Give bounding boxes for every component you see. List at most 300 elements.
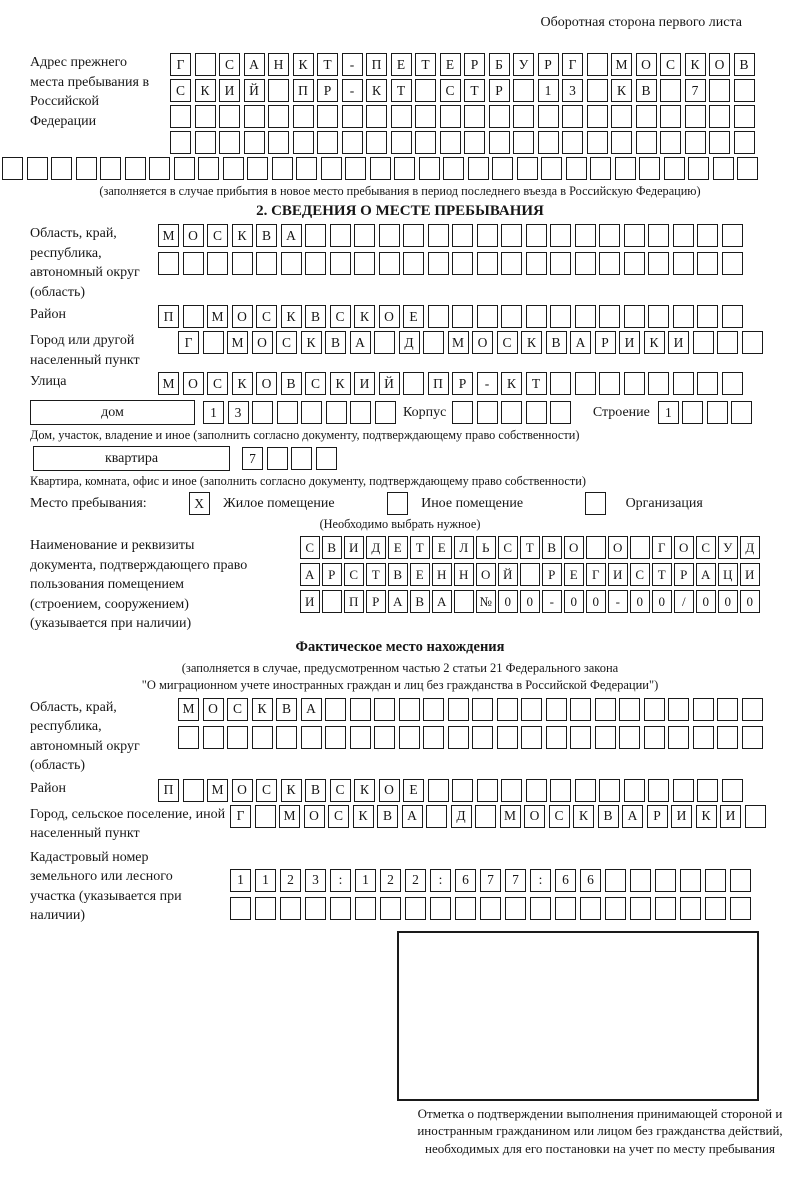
char-box[interactable]: Р bbox=[595, 331, 616, 354]
char-box[interactable]: С bbox=[330, 779, 351, 802]
char-box[interactable] bbox=[350, 401, 371, 424]
char-box[interactable]: П bbox=[293, 79, 314, 102]
char-box[interactable] bbox=[611, 131, 632, 154]
char-box[interactable]: Т bbox=[526, 372, 547, 395]
char-box[interactable]: П bbox=[158, 305, 179, 328]
char-box[interactable] bbox=[682, 401, 703, 424]
char-box[interactable] bbox=[293, 131, 314, 154]
char-box[interactable] bbox=[379, 224, 400, 247]
char-box[interactable] bbox=[513, 79, 534, 102]
char-box[interactable] bbox=[342, 105, 363, 128]
char-box[interactable] bbox=[697, 305, 718, 328]
char-box[interactable] bbox=[648, 224, 669, 247]
char-box[interactable] bbox=[530, 897, 551, 920]
char-box[interactable] bbox=[680, 869, 701, 892]
char-box[interactable] bbox=[268, 79, 289, 102]
char-box[interactable] bbox=[380, 897, 401, 920]
char-box[interactable] bbox=[538, 131, 559, 154]
char-box[interactable] bbox=[722, 305, 743, 328]
char-box[interactable] bbox=[550, 401, 571, 424]
char-box[interactable]: О bbox=[524, 805, 545, 828]
char-box[interactable] bbox=[455, 897, 476, 920]
char-box[interactable] bbox=[521, 726, 542, 749]
char-box[interactable] bbox=[717, 726, 738, 749]
char-box[interactable]: О bbox=[379, 305, 400, 328]
char-box[interactable] bbox=[293, 105, 314, 128]
char-box[interactable]: : bbox=[430, 869, 451, 892]
char-box[interactable]: О bbox=[232, 779, 253, 802]
char-box[interactable] bbox=[685, 105, 706, 128]
document-row-3[interactable] bbox=[300, 590, 762, 613]
char-box[interactable]: 2 bbox=[380, 869, 401, 892]
char-box[interactable] bbox=[590, 157, 611, 180]
char-box[interactable]: Ц bbox=[718, 563, 738, 586]
prev-address-row-4[interactable] bbox=[170, 131, 758, 154]
char-box[interactable]: К bbox=[644, 331, 665, 354]
char-box[interactable] bbox=[619, 726, 640, 749]
char-box[interactable]: Г bbox=[562, 53, 583, 76]
char-box[interactable] bbox=[550, 224, 571, 247]
char-box[interactable]: С bbox=[330, 305, 351, 328]
char-box[interactable] bbox=[734, 131, 755, 154]
char-box[interactable]: В bbox=[542, 536, 562, 559]
char-box[interactable] bbox=[648, 779, 669, 802]
char-box[interactable]: А bbox=[622, 805, 643, 828]
char-box[interactable] bbox=[501, 305, 522, 328]
char-box[interactable]: С bbox=[219, 53, 240, 76]
char-box[interactable] bbox=[223, 157, 244, 180]
char-box[interactable]: 7 bbox=[480, 869, 501, 892]
char-box[interactable]: Н bbox=[268, 53, 289, 76]
char-box[interactable] bbox=[325, 726, 346, 749]
char-box[interactable]: А bbox=[301, 698, 322, 721]
char-box[interactable] bbox=[639, 157, 660, 180]
char-box[interactable]: Р bbox=[542, 563, 562, 586]
char-box[interactable]: № bbox=[476, 590, 496, 613]
char-box[interactable] bbox=[697, 252, 718, 275]
char-box[interactable]: Т bbox=[391, 79, 412, 102]
char-box[interactable]: К bbox=[611, 79, 632, 102]
char-box[interactable] bbox=[399, 698, 420, 721]
char-box[interactable]: К bbox=[521, 331, 542, 354]
char-box[interactable]: Й bbox=[498, 563, 518, 586]
char-box[interactable]: С bbox=[227, 698, 248, 721]
char-box[interactable]: Р bbox=[647, 805, 668, 828]
char-box[interactable] bbox=[276, 726, 297, 749]
char-box[interactable] bbox=[423, 331, 444, 354]
char-box[interactable]: В bbox=[598, 805, 619, 828]
char-box[interactable]: К bbox=[354, 305, 375, 328]
char-box[interactable] bbox=[619, 698, 640, 721]
char-box[interactable] bbox=[636, 105, 657, 128]
char-box[interactable]: / bbox=[674, 590, 694, 613]
char-box[interactable]: Р bbox=[366, 590, 386, 613]
char-box[interactable]: П bbox=[366, 53, 387, 76]
char-box[interactable]: К bbox=[195, 79, 216, 102]
char-box[interactable] bbox=[440, 105, 461, 128]
char-box[interactable] bbox=[428, 252, 449, 275]
char-box[interactable]: О bbox=[304, 805, 325, 828]
char-box[interactable]: Е bbox=[391, 53, 412, 76]
char-box[interactable]: Т bbox=[520, 536, 540, 559]
char-box[interactable]: О bbox=[203, 698, 224, 721]
char-box[interactable] bbox=[472, 698, 493, 721]
char-box[interactable]: Р bbox=[464, 53, 485, 76]
char-box[interactable] bbox=[636, 131, 657, 154]
char-box[interactable]: К bbox=[232, 224, 253, 247]
char-box[interactable]: Р bbox=[322, 563, 342, 586]
char-box[interactable]: Т bbox=[317, 53, 338, 76]
char-box[interactable]: Г bbox=[230, 805, 251, 828]
char-box[interactable]: А bbox=[388, 590, 408, 613]
char-box[interactable] bbox=[501, 224, 522, 247]
char-box[interactable]: В bbox=[377, 805, 398, 828]
char-box[interactable]: Й bbox=[244, 79, 265, 102]
char-box[interactable]: 7 bbox=[505, 869, 526, 892]
char-box[interactable] bbox=[232, 252, 253, 275]
char-box[interactable]: В bbox=[322, 536, 342, 559]
char-box[interactable] bbox=[673, 305, 694, 328]
char-box[interactable]: - bbox=[342, 79, 363, 102]
char-box[interactable] bbox=[722, 372, 743, 395]
char-box[interactable] bbox=[2, 157, 23, 180]
char-box[interactable] bbox=[575, 372, 596, 395]
stroenie-boxes[interactable] bbox=[658, 401, 756, 424]
char-box[interactable] bbox=[624, 252, 645, 275]
char-box[interactable] bbox=[526, 779, 547, 802]
char-box[interactable]: 0 bbox=[564, 590, 584, 613]
char-box[interactable] bbox=[630, 869, 651, 892]
char-box[interactable]: Л bbox=[454, 536, 474, 559]
char-box[interactable] bbox=[423, 726, 444, 749]
char-box[interactable] bbox=[454, 590, 474, 613]
char-box[interactable]: В bbox=[636, 79, 657, 102]
char-box[interactable]: : bbox=[330, 869, 351, 892]
char-box[interactable]: А bbox=[300, 563, 320, 586]
char-box[interactable]: Т bbox=[464, 79, 485, 102]
char-box[interactable]: 0 bbox=[740, 590, 760, 613]
char-box[interactable] bbox=[374, 331, 395, 354]
actual-region-row-1[interactable] bbox=[178, 698, 766, 721]
char-box[interactable]: В bbox=[256, 224, 277, 247]
char-box[interactable] bbox=[345, 157, 366, 180]
char-box[interactable] bbox=[605, 869, 626, 892]
char-box[interactable]: О bbox=[476, 563, 496, 586]
char-box[interactable] bbox=[330, 252, 351, 275]
char-box[interactable] bbox=[605, 897, 626, 920]
char-box[interactable] bbox=[586, 536, 606, 559]
char-box[interactable] bbox=[624, 372, 645, 395]
char-box[interactable]: К bbox=[281, 779, 302, 802]
char-box[interactable] bbox=[326, 401, 347, 424]
char-box[interactable] bbox=[520, 563, 540, 586]
char-box[interactable] bbox=[562, 105, 583, 128]
char-box[interactable] bbox=[717, 331, 738, 354]
char-box[interactable]: Д bbox=[399, 331, 420, 354]
char-box[interactable] bbox=[330, 224, 351, 247]
char-box[interactable] bbox=[452, 401, 473, 424]
char-box[interactable]: 0 bbox=[630, 590, 650, 613]
char-box[interactable] bbox=[195, 131, 216, 154]
char-box[interactable] bbox=[737, 157, 758, 180]
char-box[interactable] bbox=[599, 305, 620, 328]
char-box[interactable] bbox=[317, 105, 338, 128]
char-box[interactable]: Д bbox=[740, 536, 760, 559]
char-box[interactable] bbox=[268, 131, 289, 154]
char-box[interactable] bbox=[464, 105, 485, 128]
char-box[interactable]: А bbox=[350, 331, 371, 354]
char-box[interactable] bbox=[730, 897, 751, 920]
char-box[interactable] bbox=[599, 779, 620, 802]
char-box[interactable]: О bbox=[674, 536, 694, 559]
char-box[interactable] bbox=[521, 698, 542, 721]
char-box[interactable]: Е bbox=[403, 305, 424, 328]
char-box[interactable] bbox=[685, 131, 706, 154]
char-box[interactable]: И bbox=[354, 372, 375, 395]
char-box[interactable] bbox=[355, 897, 376, 920]
char-box[interactable]: Е bbox=[440, 53, 461, 76]
char-box[interactable] bbox=[394, 157, 415, 180]
document-row-2[interactable] bbox=[300, 563, 762, 586]
char-box[interactable]: У bbox=[718, 536, 738, 559]
char-box[interactable] bbox=[624, 224, 645, 247]
char-box[interactable]: С bbox=[256, 779, 277, 802]
char-box[interactable] bbox=[644, 698, 665, 721]
char-box[interactable]: Е bbox=[388, 536, 408, 559]
char-box[interactable]: С bbox=[549, 805, 570, 828]
char-box[interactable] bbox=[673, 372, 694, 395]
char-box[interactable] bbox=[430, 897, 451, 920]
char-box[interactable]: Д bbox=[451, 805, 472, 828]
char-box[interactable] bbox=[149, 157, 170, 180]
char-box[interactable]: А bbox=[432, 590, 452, 613]
char-box[interactable] bbox=[403, 372, 424, 395]
char-box[interactable] bbox=[452, 252, 473, 275]
char-box[interactable]: Е bbox=[432, 536, 452, 559]
house-number-boxes[interactable] bbox=[203, 401, 399, 424]
checkbox-organization[interactable] bbox=[585, 492, 610, 515]
char-box[interactable] bbox=[247, 157, 268, 180]
char-box[interactable]: 7 bbox=[685, 79, 706, 102]
char-box[interactable] bbox=[230, 897, 251, 920]
char-box[interactable] bbox=[428, 224, 449, 247]
char-box[interactable]: 6 bbox=[555, 869, 576, 892]
char-box[interactable] bbox=[501, 401, 522, 424]
char-box[interactable]: П bbox=[428, 372, 449, 395]
char-box[interactable] bbox=[125, 157, 146, 180]
char-box[interactable] bbox=[585, 492, 606, 515]
char-box[interactable] bbox=[480, 897, 501, 920]
char-box[interactable] bbox=[538, 105, 559, 128]
city-row[interactable] bbox=[178, 331, 766, 354]
char-box[interactable]: С bbox=[256, 305, 277, 328]
char-box[interactable]: : bbox=[530, 869, 551, 892]
char-box[interactable] bbox=[575, 224, 596, 247]
char-box[interactable] bbox=[722, 252, 743, 275]
char-box[interactable] bbox=[387, 492, 408, 515]
char-box[interactable] bbox=[195, 105, 216, 128]
char-box[interactable] bbox=[745, 805, 766, 828]
char-box[interactable] bbox=[587, 131, 608, 154]
prev-address-row-2[interactable] bbox=[170, 79, 758, 102]
char-box[interactable]: И bbox=[671, 805, 692, 828]
char-box[interactable] bbox=[322, 590, 342, 613]
char-box[interactable] bbox=[580, 897, 601, 920]
char-box[interactable] bbox=[255, 897, 276, 920]
char-box[interactable] bbox=[475, 805, 496, 828]
char-box[interactable] bbox=[464, 131, 485, 154]
char-box[interactable] bbox=[477, 779, 498, 802]
char-box[interactable] bbox=[374, 698, 395, 721]
char-box[interactable]: 1 bbox=[230, 869, 251, 892]
char-box[interactable] bbox=[615, 157, 636, 180]
char-box[interactable]: О bbox=[608, 536, 628, 559]
char-box[interactable]: 6 bbox=[580, 869, 601, 892]
char-box[interactable]: М bbox=[611, 53, 632, 76]
char-box[interactable] bbox=[305, 897, 326, 920]
house-type-box[interactable]: дом bbox=[30, 400, 195, 425]
char-box[interactable] bbox=[550, 252, 571, 275]
char-box[interactable]: 1 bbox=[658, 401, 679, 424]
char-box[interactable] bbox=[317, 131, 338, 154]
prev-address-overflow-row[interactable] bbox=[2, 157, 770, 180]
prev-address-row-1[interactable] bbox=[170, 53, 758, 76]
char-box[interactable] bbox=[668, 726, 689, 749]
char-box[interactable]: Т bbox=[415, 53, 436, 76]
char-box[interactable] bbox=[660, 105, 681, 128]
char-box[interactable]: О bbox=[256, 372, 277, 395]
char-box[interactable] bbox=[354, 252, 375, 275]
char-box[interactable] bbox=[648, 372, 669, 395]
char-box[interactable]: - bbox=[477, 372, 498, 395]
char-box[interactable]: А bbox=[570, 331, 591, 354]
char-box[interactable] bbox=[477, 224, 498, 247]
char-box[interactable]: О bbox=[183, 224, 204, 247]
char-box[interactable]: 2 bbox=[405, 869, 426, 892]
char-box[interactable] bbox=[730, 869, 751, 892]
char-box[interactable] bbox=[252, 401, 273, 424]
char-box[interactable]: А bbox=[696, 563, 716, 586]
char-box[interactable]: Р bbox=[452, 372, 473, 395]
char-box[interactable]: Р bbox=[538, 53, 559, 76]
char-box[interactable] bbox=[448, 698, 469, 721]
char-box[interactable] bbox=[100, 157, 121, 180]
char-box[interactable] bbox=[742, 331, 763, 354]
char-box[interactable] bbox=[405, 897, 426, 920]
char-box[interactable]: И bbox=[668, 331, 689, 354]
char-box[interactable] bbox=[630, 536, 650, 559]
char-box[interactable] bbox=[423, 698, 444, 721]
char-box[interactable]: 3 bbox=[228, 401, 249, 424]
char-box[interactable]: Ь bbox=[476, 536, 496, 559]
char-box[interactable] bbox=[541, 157, 562, 180]
char-box[interactable] bbox=[655, 869, 676, 892]
char-box[interactable] bbox=[391, 131, 412, 154]
char-box[interactable]: 0 bbox=[652, 590, 672, 613]
checkbox-residential[interactable] bbox=[189, 492, 214, 515]
char-box[interactable]: С bbox=[300, 536, 320, 559]
char-box[interactable]: Н bbox=[432, 563, 452, 586]
char-box[interactable] bbox=[374, 726, 395, 749]
char-box[interactable] bbox=[379, 252, 400, 275]
char-box[interactable]: О bbox=[564, 536, 584, 559]
char-box[interactable] bbox=[624, 305, 645, 328]
char-box[interactable]: X bbox=[189, 492, 210, 515]
char-box[interactable] bbox=[717, 698, 738, 721]
char-box[interactable] bbox=[673, 224, 694, 247]
char-box[interactable] bbox=[697, 779, 718, 802]
char-box[interactable]: И bbox=[344, 536, 364, 559]
char-box[interactable] bbox=[497, 726, 518, 749]
char-box[interactable] bbox=[722, 779, 743, 802]
char-box[interactable] bbox=[526, 305, 547, 328]
char-box[interactable] bbox=[566, 157, 587, 180]
char-box[interactable]: С bbox=[305, 372, 326, 395]
char-box[interactable] bbox=[693, 726, 714, 749]
char-box[interactable] bbox=[27, 157, 48, 180]
prev-address-row-3[interactable] bbox=[170, 105, 758, 128]
char-box[interactable]: Т bbox=[366, 563, 386, 586]
char-box[interactable] bbox=[644, 726, 665, 749]
char-box[interactable] bbox=[705, 869, 726, 892]
char-box[interactable] bbox=[76, 157, 97, 180]
char-box[interactable] bbox=[391, 105, 412, 128]
char-box[interactable] bbox=[513, 105, 534, 128]
char-box[interactable] bbox=[501, 779, 522, 802]
char-box[interactable] bbox=[688, 157, 709, 180]
cadastral-row-1[interactable] bbox=[230, 869, 755, 892]
char-box[interactable]: К bbox=[696, 805, 717, 828]
char-box[interactable]: И bbox=[219, 79, 240, 102]
char-box[interactable]: В bbox=[305, 305, 326, 328]
char-box[interactable] bbox=[742, 698, 763, 721]
char-box[interactable]: И bbox=[740, 563, 760, 586]
char-box[interactable] bbox=[51, 157, 72, 180]
char-box[interactable] bbox=[673, 779, 694, 802]
char-box[interactable]: С bbox=[170, 79, 191, 102]
char-box[interactable] bbox=[595, 698, 616, 721]
korpus-boxes[interactable] bbox=[452, 401, 575, 424]
char-box[interactable] bbox=[305, 252, 326, 275]
char-box[interactable]: П bbox=[344, 590, 364, 613]
char-box[interactable] bbox=[350, 726, 371, 749]
char-box[interactable] bbox=[599, 224, 620, 247]
char-box[interactable] bbox=[489, 105, 510, 128]
char-box[interactable]: Н bbox=[454, 563, 474, 586]
char-box[interactable]: Р bbox=[317, 79, 338, 102]
char-box[interactable] bbox=[428, 305, 449, 328]
char-box[interactable] bbox=[624, 779, 645, 802]
char-box[interactable] bbox=[575, 779, 596, 802]
char-box[interactable]: Г bbox=[170, 53, 191, 76]
char-box[interactable] bbox=[648, 305, 669, 328]
char-box[interactable] bbox=[697, 224, 718, 247]
checkbox-other-premises[interactable] bbox=[387, 492, 412, 515]
char-box[interactable]: 0 bbox=[718, 590, 738, 613]
char-box[interactable] bbox=[370, 157, 391, 180]
char-box[interactable] bbox=[227, 726, 248, 749]
char-box[interactable] bbox=[268, 105, 289, 128]
char-box[interactable] bbox=[709, 131, 730, 154]
char-box[interactable]: К bbox=[252, 698, 273, 721]
char-box[interactable] bbox=[555, 897, 576, 920]
char-box[interactable]: Г bbox=[586, 563, 606, 586]
char-box[interactable]: К bbox=[293, 53, 314, 76]
char-box[interactable]: М bbox=[207, 305, 228, 328]
char-box[interactable] bbox=[497, 698, 518, 721]
char-box[interactable] bbox=[440, 131, 461, 154]
char-box[interactable] bbox=[705, 897, 726, 920]
